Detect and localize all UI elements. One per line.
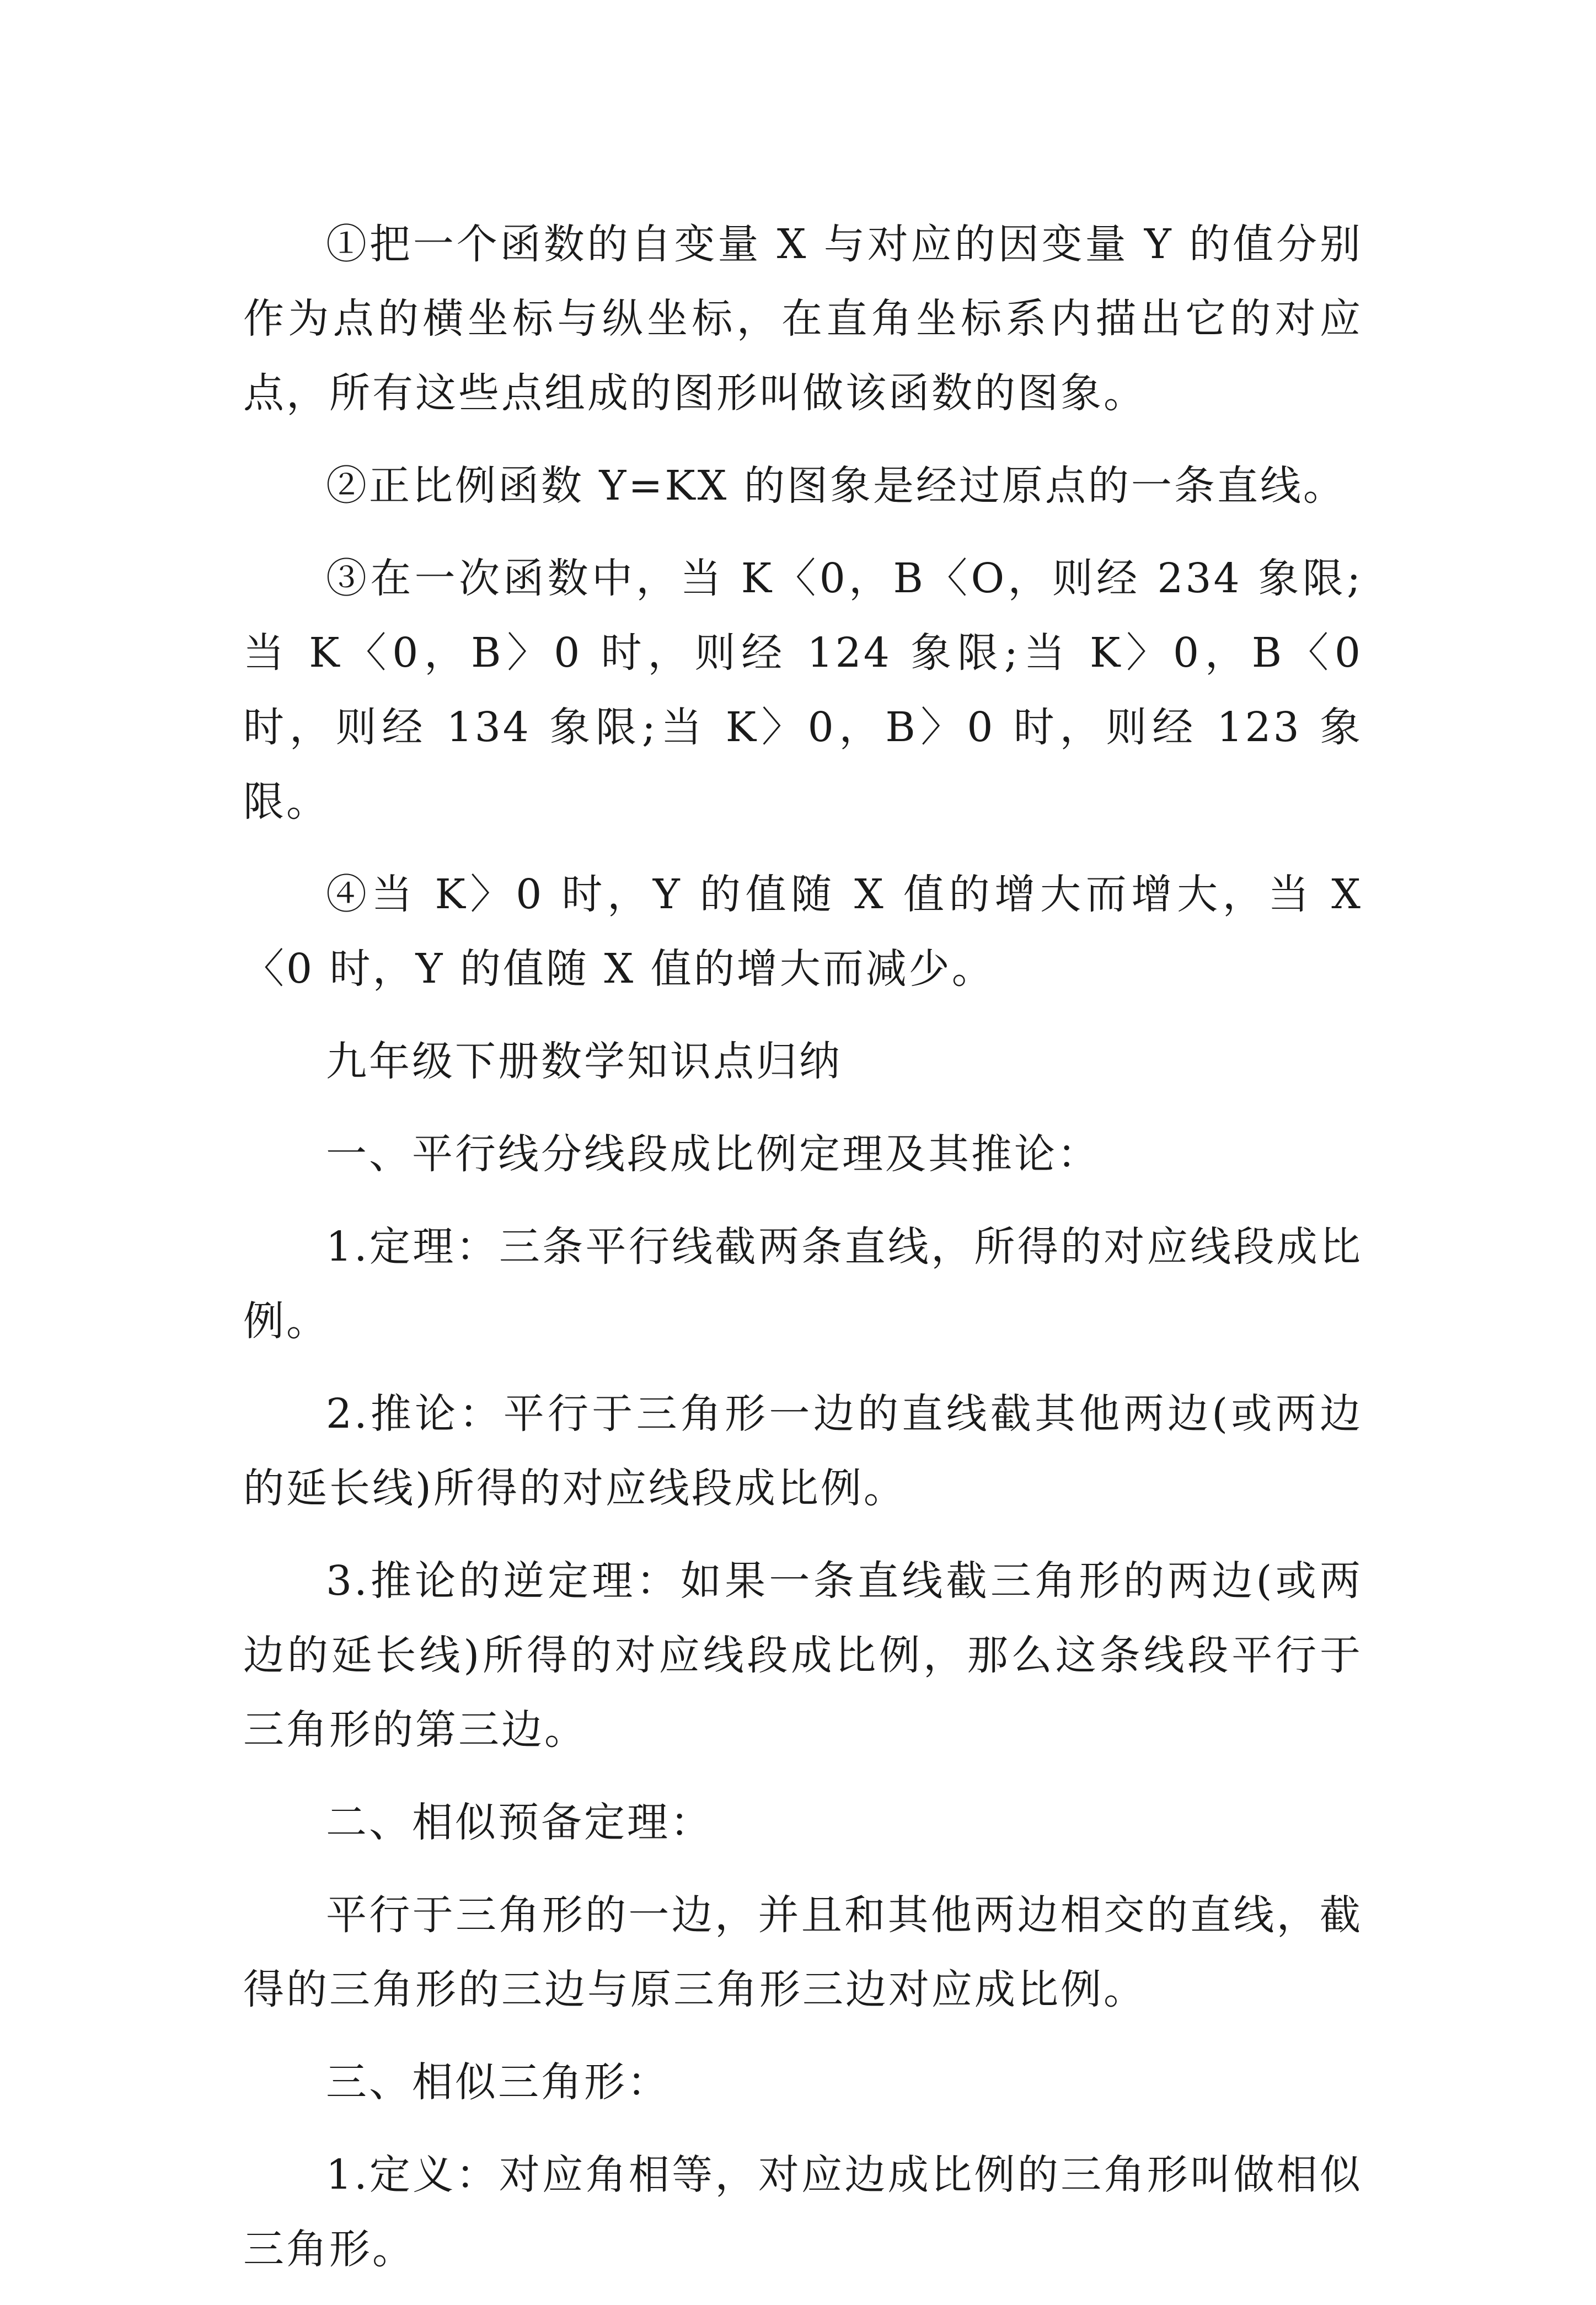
paragraph-corollary: 2.推论：平行于三角形一边的直线截其他两边(或两边的延长线)所得的对应线段成比例。 (243, 1390, 1363, 1512)
section-heading-grade9: 九年级下册数学知识点归纳 (326, 1038, 842, 1085)
document-body (243, 207, 1363, 2305)
paragraph-theorem: 1.定理：三条平行线截两条直线，所得的对应线段成比例。 (243, 1223, 1363, 1345)
section-heading-similarity-preliminary: 二、相似预备定理： (326, 1799, 713, 1846)
section-heading-parallel-lines: 一、平行线分线段成比例定理及其推论： (326, 1130, 1100, 1178)
paragraph-direct-proportion: ②正比例函数 Y=KX 的图象是经过原点的一条直线。 (326, 462, 1346, 510)
paragraph-monotonicity: ④当 K〉0 时，Y 的值随 X 值的增大而增大，当 X〈0 时，Y 的值随 X 值的增大而减少。 (243, 871, 1363, 993)
paragraph-linear-function-quadrants: ③在一次函数中，当 K〈0，B〈O，则经 234 象限;当 K〈0，B〉0 时，则经 124 象限;当 K〉0，B〈0 时，则经 134 象限;当 K〉0，B〉0 时，则经 123 象限。 (243, 555, 1363, 825)
paragraph-similarity-preliminary: 平行于三角形的一边，并且和其他两边相交的直线，截得的三角形的三边与原三角形三边对应成比例。 (243, 1891, 1363, 2013)
paragraph-function-graph-definition: ①把一个函数的自变量 X 与对应的因变量 Y 的值分别作为点的横坐标与纵坐标，在直角坐标系内描出它的对应点，所有这些点组成的图形叫做该函数的图象。 (243, 221, 1363, 417)
section-heading-similar-triangles: 三、相似三角形： (326, 2059, 670, 2106)
paragraph-similar-triangles-definition: 1.定义：对应角相等，对应边成比例的三角形叫做相似三角形。 (243, 2151, 1363, 2273)
paragraph-converse-corollary: 3.推论的逆定理：如果一条直线截三角形的两边(或两边的延长线)所得的对应线段成比例，那么这条线段平行于三角形的第三边。 (243, 1557, 1363, 1754)
